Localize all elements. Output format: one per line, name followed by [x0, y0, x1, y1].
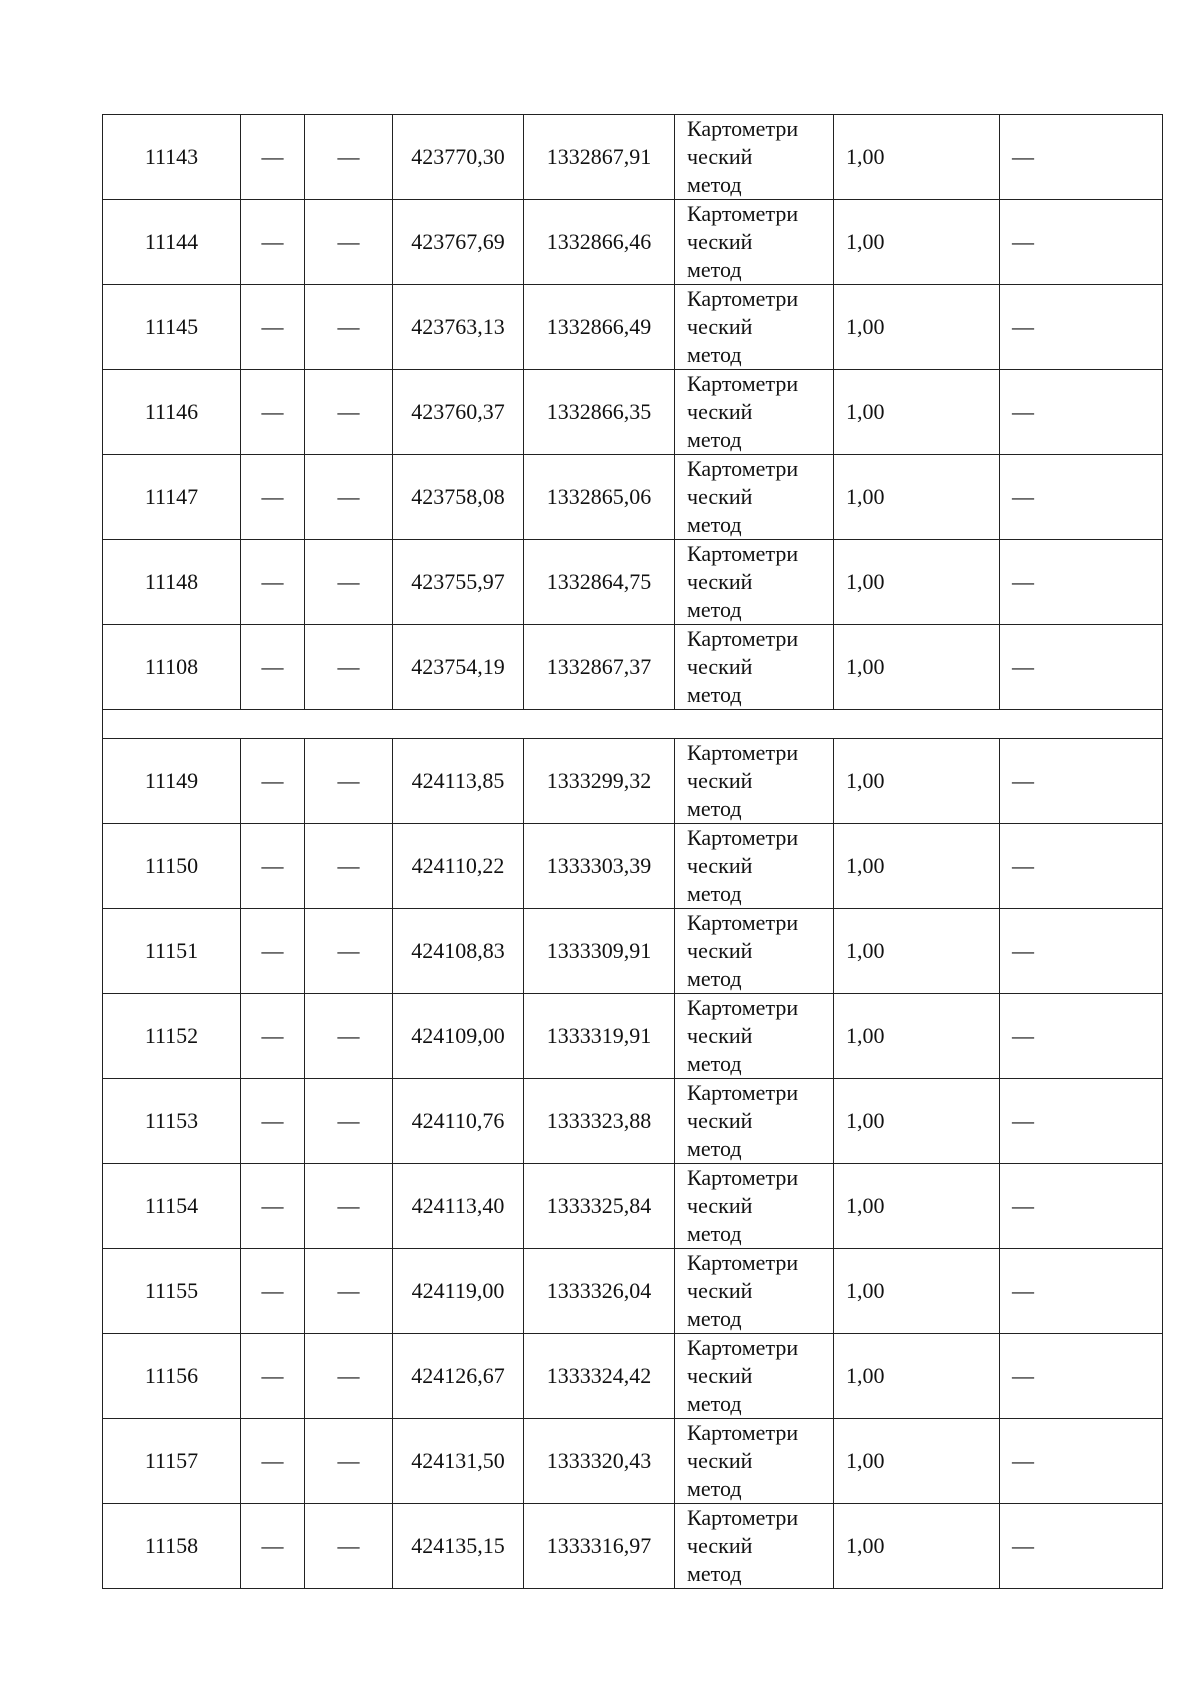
coordinate-y-cell: 1333323,88 — [524, 1079, 675, 1164]
empty-value-cell: — — [305, 370, 393, 455]
empty-value-cell: — — [305, 285, 393, 370]
method-text-line: метод — [687, 257, 742, 282]
coordinate-x-cell: 423767,69 — [393, 200, 524, 285]
method-text-line: Картометри — [687, 825, 799, 850]
group-separator-row — [103, 710, 1163, 739]
point-number-cell: 11152 — [103, 994, 241, 1079]
accuracy-cell: 1,00 — [834, 285, 1000, 370]
empty-value-cell: — — [241, 824, 305, 909]
method-text-line: Картометри — [687, 286, 799, 311]
accuracy-cell: 1,00 — [834, 739, 1000, 824]
method-cell — [675, 824, 834, 909]
coordinate-x-cell: 423760,37 — [393, 370, 524, 455]
point-number-cell: 11108 — [103, 625, 241, 710]
empty-value-cell: — — [241, 370, 305, 455]
method-text-line: метод — [687, 1391, 742, 1416]
coordinate-y-cell: 1332867,91 — [524, 115, 675, 200]
method-text-line: Картометри — [687, 1420, 799, 1445]
method-text-line: Картометри — [687, 1505, 799, 1530]
coordinate-x-cell: 424110,22 — [393, 824, 524, 909]
coordinate-x-cell: 424113,85 — [393, 739, 524, 824]
coordinate-y-cell: 1332865,06 — [524, 455, 675, 540]
coordinate-y-cell: 1333309,91 — [524, 909, 675, 994]
method-text-line: ческий — [687, 1278, 753, 1303]
method-cell — [675, 200, 834, 285]
method-text-line: ческий — [687, 1363, 753, 1388]
empty-value-cell: — — [305, 540, 393, 625]
method-cell — [675, 1079, 834, 1164]
table-row — [103, 1079, 1163, 1164]
coordinate-y-cell: 1333324,42 — [524, 1334, 675, 1419]
note-cell: — — [1000, 285, 1163, 370]
method-text-line: метод — [687, 881, 742, 906]
note-cell: — — [1000, 1079, 1163, 1164]
method-text-line: метод — [687, 597, 742, 622]
empty-value-cell: — — [241, 200, 305, 285]
empty-value-cell: — — [305, 1079, 393, 1164]
accuracy-cell: 1,00 — [834, 625, 1000, 710]
method-text-line: метод — [687, 1476, 742, 1501]
coordinate-y-cell: 1333316,97 — [524, 1504, 675, 1589]
table-row — [103, 540, 1163, 625]
empty-value-cell: — — [241, 1249, 305, 1334]
table-body — [103, 115, 1163, 1589]
accuracy-cell: 1,00 — [834, 200, 1000, 285]
coordinate-y-cell: 1332866,49 — [524, 285, 675, 370]
accuracy-cell: 1,00 — [834, 994, 1000, 1079]
method-text-line: ческий — [687, 314, 753, 339]
coordinate-x-cell: 423758,08 — [393, 455, 524, 540]
coordinate-y-cell: 1332866,46 — [524, 200, 675, 285]
method-text-line: метод — [687, 512, 742, 537]
coordinate-y-cell: 1333320,43 — [524, 1419, 675, 1504]
point-number-cell: 11149 — [103, 739, 241, 824]
empty-value-cell: — — [241, 1419, 305, 1504]
note-cell: — — [1000, 370, 1163, 455]
point-number-cell: 11147 — [103, 455, 241, 540]
method-text-line: Картометри — [687, 1080, 799, 1105]
accuracy-cell: 1,00 — [834, 115, 1000, 200]
coordinate-x-cell: 423754,19 — [393, 625, 524, 710]
method-text-line: ческий — [687, 654, 753, 679]
method-text-line: Картометри — [687, 1250, 799, 1275]
empty-value-cell: — — [241, 1504, 305, 1589]
coordinate-y-cell: 1332864,75 — [524, 540, 675, 625]
method-text-line: ческий — [687, 938, 753, 963]
table-row — [103, 285, 1163, 370]
point-number-cell: 11153 — [103, 1079, 241, 1164]
empty-value-cell: — — [305, 200, 393, 285]
method-text-line: ческий — [687, 853, 753, 878]
coordinate-x-cell: 423763,13 — [393, 285, 524, 370]
point-number-cell: 11157 — [103, 1419, 241, 1504]
empty-value-cell: — — [305, 1164, 393, 1249]
coordinate-y-cell: 1333299,32 — [524, 739, 675, 824]
coordinates-table — [102, 114, 1163, 1589]
empty-value-cell: — — [241, 1079, 305, 1164]
method-text-line: метод — [687, 1051, 742, 1076]
method-text-line: Картометри — [687, 1335, 799, 1360]
method-cell — [675, 1504, 834, 1589]
method-cell — [675, 115, 834, 200]
accuracy-cell: 1,00 — [834, 1079, 1000, 1164]
point-number-cell: 11148 — [103, 540, 241, 625]
accuracy-cell: 1,00 — [834, 370, 1000, 455]
empty-value-cell: — — [305, 1249, 393, 1334]
method-text-line: метод — [687, 682, 742, 707]
coordinate-y-cell: 1332867,37 — [524, 625, 675, 710]
point-number-cell: 11145 — [103, 285, 241, 370]
method-cell — [675, 455, 834, 540]
method-cell — [675, 540, 834, 625]
note-cell: — — [1000, 200, 1163, 285]
method-text-line: ческий — [687, 1448, 753, 1473]
point-number-cell: 11151 — [103, 909, 241, 994]
empty-value-cell: — — [305, 1419, 393, 1504]
empty-value-cell: — — [241, 994, 305, 1079]
coordinate-y-cell: 1333303,39 — [524, 824, 675, 909]
method-text-line: метод — [687, 1136, 742, 1161]
method-cell — [675, 1419, 834, 1504]
note-cell: — — [1000, 994, 1163, 1079]
method-cell — [675, 909, 834, 994]
method-text-line: Картометри — [687, 116, 799, 141]
coordinate-x-cell: 424135,15 — [393, 1504, 524, 1589]
method-text-line: Картометри — [687, 995, 799, 1020]
method-text-line: метод — [687, 796, 742, 821]
empty-value-cell: — — [305, 1504, 393, 1589]
coordinate-y-cell: 1333319,91 — [524, 994, 675, 1079]
table-row — [103, 115, 1163, 200]
method-cell — [675, 1164, 834, 1249]
coordinate-x-cell: 424108,83 — [393, 909, 524, 994]
method-text-line: ческий — [687, 768, 753, 793]
accuracy-cell: 1,00 — [834, 1249, 1000, 1334]
method-text-line: метод — [687, 1561, 742, 1586]
table-row — [103, 824, 1163, 909]
table-row — [103, 455, 1163, 540]
point-number-cell: 11158 — [103, 1504, 241, 1589]
coordinate-y-cell: 1332866,35 — [524, 370, 675, 455]
method-cell — [675, 285, 834, 370]
accuracy-cell: 1,00 — [834, 1164, 1000, 1249]
method-text-line: Картометри — [687, 201, 799, 226]
method-text-line: ческий — [687, 1533, 753, 1558]
empty-value-cell: — — [241, 1334, 305, 1419]
accuracy-cell: 1,00 — [834, 455, 1000, 540]
empty-value-cell: — — [305, 115, 393, 200]
table-row — [103, 1164, 1163, 1249]
empty-value-cell: — — [241, 739, 305, 824]
empty-value-cell: — — [241, 455, 305, 540]
document-page — [102, 114, 1162, 1589]
accuracy-cell: 1,00 — [834, 1419, 1000, 1504]
point-number-cell: 11156 — [103, 1334, 241, 1419]
accuracy-cell: 1,00 — [834, 1334, 1000, 1419]
table-row — [103, 1249, 1163, 1334]
method-text-line: метод — [687, 427, 742, 452]
point-number-cell: 11150 — [103, 824, 241, 909]
method-text-line: Картометри — [687, 626, 799, 651]
method-text-line: Картометри — [687, 740, 799, 765]
point-number-cell: 11154 — [103, 1164, 241, 1249]
point-number-cell: 11144 — [103, 200, 241, 285]
empty-value-cell: — — [241, 115, 305, 200]
note-cell: — — [1000, 625, 1163, 710]
empty-value-cell: — — [241, 1164, 305, 1249]
method-text-line: ческий — [687, 569, 753, 594]
method-text-line: Картометри — [687, 541, 799, 566]
note-cell: — — [1000, 540, 1163, 625]
method-text-line: ческий — [687, 399, 753, 424]
separator-cell — [103, 710, 1163, 739]
method-text-line: метод — [687, 1306, 742, 1331]
accuracy-cell: 1,00 — [834, 824, 1000, 909]
empty-value-cell: — — [305, 909, 393, 994]
method-cell — [675, 625, 834, 710]
note-cell: — — [1000, 1419, 1163, 1504]
empty-value-cell: — — [241, 625, 305, 710]
note-cell: — — [1000, 1504, 1163, 1589]
accuracy-cell: 1,00 — [834, 909, 1000, 994]
method-text-line: ческий — [687, 484, 753, 509]
table-row — [103, 1334, 1163, 1419]
table-row — [103, 200, 1163, 285]
point-number-cell: 11146 — [103, 370, 241, 455]
method-text-line: ческий — [687, 1193, 753, 1218]
note-cell: — — [1000, 455, 1163, 540]
coordinate-x-cell: 424119,00 — [393, 1249, 524, 1334]
coordinate-x-cell: 424131,50 — [393, 1419, 524, 1504]
method-text-line: Картометри — [687, 456, 799, 481]
accuracy-cell: 1,00 — [834, 540, 1000, 625]
method-text-line: ческий — [687, 1108, 753, 1133]
method-cell — [675, 739, 834, 824]
method-text-line: ческий — [687, 144, 753, 169]
note-cell: — — [1000, 115, 1163, 200]
accuracy-cell: 1,00 — [834, 1504, 1000, 1589]
method-text-line: метод — [687, 1221, 742, 1246]
table-row — [103, 370, 1163, 455]
table-row — [103, 625, 1163, 710]
method-text-line: Картометри — [687, 371, 799, 396]
note-cell: — — [1000, 1334, 1163, 1419]
note-cell: — — [1000, 739, 1163, 824]
table-row — [103, 994, 1163, 1079]
method-text-line: метод — [687, 342, 742, 367]
coordinate-x-cell: 424113,40 — [393, 1164, 524, 1249]
method-cell — [675, 370, 834, 455]
empty-value-cell: — — [305, 1334, 393, 1419]
coordinate-y-cell: 1333326,04 — [524, 1249, 675, 1334]
table-row — [103, 739, 1163, 824]
method-text-line: ческий — [687, 1023, 753, 1048]
method-text-line: метод — [687, 966, 742, 991]
coordinate-x-cell: 424109,00 — [393, 994, 524, 1079]
empty-value-cell: — — [241, 540, 305, 625]
method-text-line: метод — [687, 172, 742, 197]
point-number-cell: 11143 — [103, 115, 241, 200]
note-cell: — — [1000, 909, 1163, 994]
empty-value-cell: — — [241, 909, 305, 994]
coordinate-y-cell: 1333325,84 — [524, 1164, 675, 1249]
table-row — [103, 1419, 1163, 1504]
note-cell: — — [1000, 1249, 1163, 1334]
empty-value-cell: — — [305, 824, 393, 909]
table-row — [103, 909, 1163, 994]
point-number-cell: 11155 — [103, 1249, 241, 1334]
method-text-line: Картометри — [687, 1165, 799, 1190]
coordinate-x-cell: 423770,30 — [393, 115, 524, 200]
table-row — [103, 1504, 1163, 1589]
empty-value-cell: — — [305, 739, 393, 824]
empty-value-cell: — — [305, 455, 393, 540]
coordinate-x-cell: 424126,67 — [393, 1334, 524, 1419]
method-cell — [675, 1249, 834, 1334]
method-text-line: Картометри — [687, 910, 799, 935]
method-cell — [675, 1334, 834, 1419]
note-cell: — — [1000, 1164, 1163, 1249]
empty-value-cell: — — [241, 285, 305, 370]
note-cell: — — [1000, 824, 1163, 909]
method-cell — [675, 994, 834, 1079]
empty-value-cell: — — [305, 994, 393, 1079]
coordinate-x-cell: 423755,97 — [393, 540, 524, 625]
empty-value-cell: — — [305, 625, 393, 710]
method-text-line: ческий — [687, 229, 753, 254]
coordinate-x-cell: 424110,76 — [393, 1079, 524, 1164]
